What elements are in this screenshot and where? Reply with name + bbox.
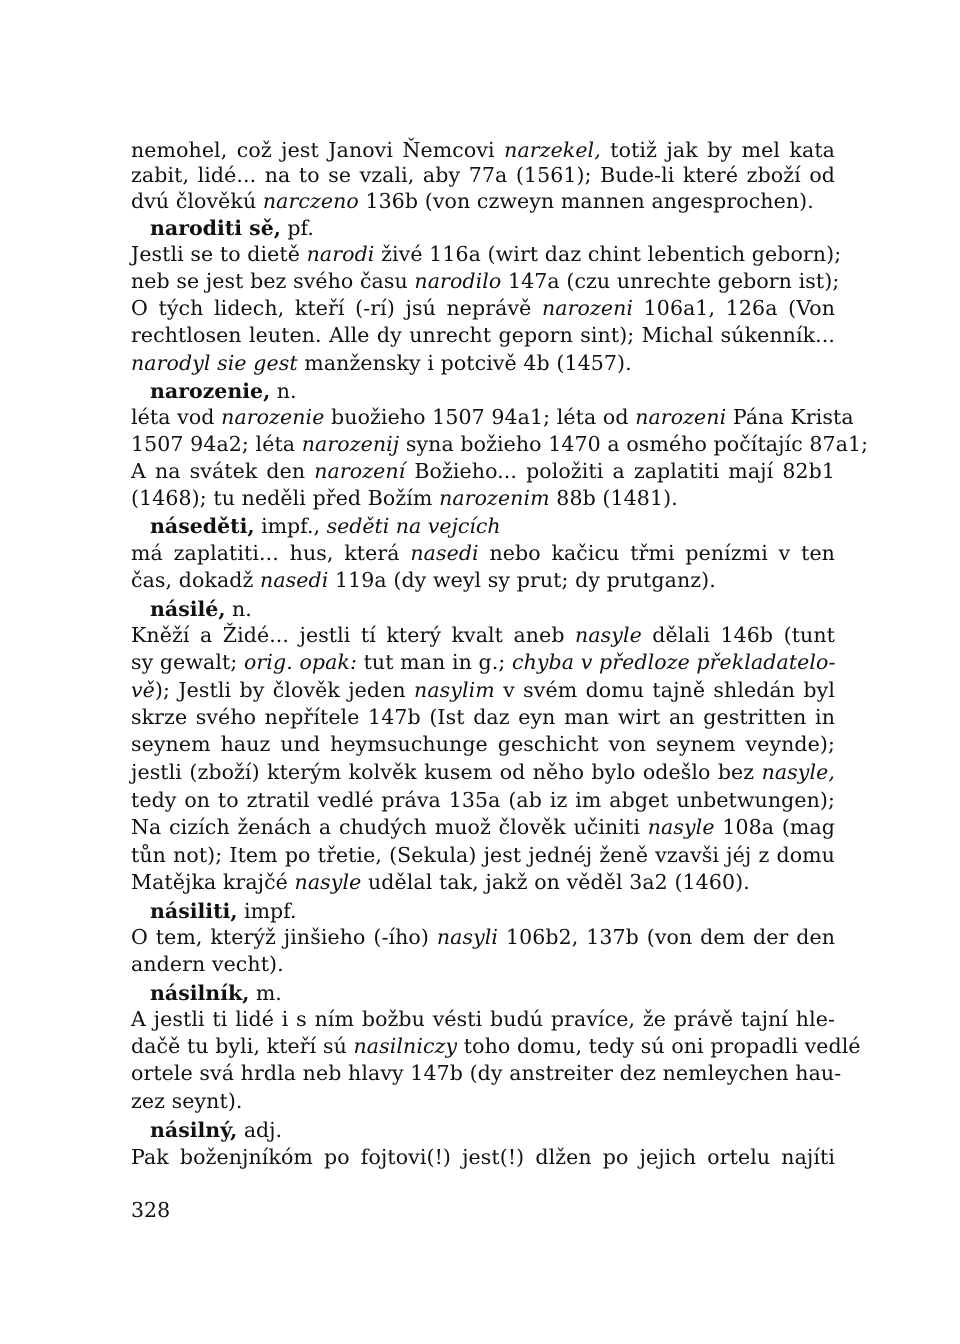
text-run: adj. [237,1118,283,1142]
text-line [131,951,835,978]
text-run: tedy on to ztratil vedlé práva 135a (ab iz im abget unbetwungen); [131,788,835,812]
text-line [131,162,835,189]
text-run: n. [270,379,297,403]
entry-headword-line [150,378,296,405]
text-run: (1468); tu neděli před Božím [131,486,440,510]
text-run: Jestli se to dietě [131,242,307,266]
text-line [131,567,835,594]
headword: násilé, [150,597,226,621]
text-run: 1507 94a2; léta [131,432,302,456]
text-line [131,1088,835,1115]
text-run: nebo kačicu třmi penízmi v ten [478,541,835,565]
text-run: A jestli ti lidé i s ním božbu vésti budú pravíce, že právě tajní hle- [131,1007,835,1031]
italic-term: nasedi [410,541,479,565]
italic-term: narozeni [542,296,634,320]
italic-term: nasyle [647,815,715,839]
text-run: 106b2, 137b (von dem der den [498,925,835,949]
text-run: m. [249,981,282,1005]
italic-term: nasyle [575,623,642,647]
entry-headword-line [150,513,501,540]
text-run: 147a (czu unrechte geborn ist); [501,269,840,293]
entry-headword-line [150,215,314,242]
entry-headword-line [150,596,252,623]
text-line [131,869,835,896]
entry-headword-line [150,980,282,1007]
text-run: zabit, lidé... na to se vzali, aby 77a (1561); Bude-li které zboží od [131,163,835,187]
text-line [131,1006,835,1033]
text-run: dvú člověkú [131,189,263,213]
text-line [131,322,835,349]
text-run: tut man in g.; [356,650,512,674]
text-run: Kněží a Židé... jestli tí který kvalt aneb [131,623,576,647]
italic-term: narozenie [221,405,325,429]
text-run: léta vod [131,405,222,429]
page-number: 328 [131,1198,171,1222]
text-run: impf., [254,514,327,538]
text-run: Pak boženjníkóm po fojtovi(!) jest(!) dlžen po jejich ortelu najíti [131,1145,835,1169]
italic-term: nasedi [260,568,329,592]
text-run: 88b (1481). [549,486,678,510]
text-line [131,458,835,485]
italic-term: nasyle [294,870,362,894]
text-line [131,924,835,951]
text-line [131,649,835,676]
text-run: 136b (von czweyn mannen angesprochen). [358,189,814,213]
text-run: skrze svého nepřítele 147b (Ist daz eyn man wirt an gestritten in [131,705,835,729]
text-run: syna božieho 1470 a osmého počítajíc 87a1; [399,432,869,456]
italic-term: narodi [306,242,375,266]
italic-term: narozenij [301,432,400,456]
text-run: buožieho 1507 94a1; léta od [324,405,636,429]
text-line [131,677,835,704]
text-run: seynem hauz und heymsuchunge geschicht von seynem veynde); [131,732,835,756]
text-run: v svém domu tajně shledán byl [494,678,835,702]
italic-term: narodyl sie gest [131,351,298,375]
headword: náseděti, [150,514,255,538]
text-line [131,485,835,512]
text-run: Pána Krista [726,405,854,429]
text-line [131,540,835,567]
italic-term: nasilniczy [353,1034,458,1058]
text-run: sy gewalt; [131,650,244,674]
text-run: udělal tak, jakž on věděl 3a2 (1460). [361,870,750,894]
headword: násilník, [150,981,250,1005]
italic-term: narozeni [635,405,727,429]
text-run: totiž jak by mel kata [600,138,835,162]
italic-term: narodilo [414,269,502,293]
headword: násilný, [150,1118,238,1142]
text-line [131,295,835,322]
italic-term: narozenim [439,486,550,510]
text-line [131,268,840,295]
text-run: n. [225,597,252,621]
italic-term: seděti na vejcích [326,514,501,538]
text-line [131,814,835,841]
italic-term: orig. [243,650,293,674]
italic-term: opak: [299,650,357,674]
text-line [131,759,835,786]
italic-term: nasylim [414,678,495,702]
italic-term: narzekel, [504,138,601,162]
italic-term: nasyle, [761,760,835,784]
text-run: rechtlosen leuten. Alle dy unrecht geporn sint); Michal súkenník... [131,323,835,347]
text-line [131,1060,842,1087]
text-run: živé 116a (wirt daz chint lebentich geborn); [374,242,842,266]
text-run: má zaplatiti... hus, která [131,541,411,565]
italic-term: nasyli [436,925,499,949]
text-line [131,188,835,215]
italic-term: chyba v předloze překladatelo- [511,650,836,674]
text-run: neb se jest bez svého času [131,269,415,293]
text-run: Na cizích ženách a chudých muož člověk učiniti [131,815,648,839]
text-run: O tem, kterýž jinšieho (-ího) [131,925,437,949]
text-line [131,137,835,164]
text-run: manžensky i potcivě 4b (1457). [297,351,632,375]
text-run: 106a1, 126a (Von [633,296,835,320]
entry-headword-line [150,1117,282,1144]
text-line [131,241,842,268]
entry-headword-line [150,898,297,925]
text-line [131,350,835,377]
text-line [131,842,835,869]
text-run: toho domu, tedy sú oni propadli vedlé [457,1034,861,1058]
text-run: dělali 146b (tunt [641,623,835,647]
text-run: andern vecht). [131,952,284,976]
text-line [131,622,835,649]
text-run: jestli (zboží) kterým kolvěk kusem od něho bylo odešlo bez [131,760,762,784]
text-line [131,1144,835,1171]
text-line [131,787,835,814]
headword: naroditi sě, [150,216,281,240]
text-run: A na svátek den [131,459,315,483]
text-line [131,431,869,458]
text-run: O tých lidech, kteří (-rí) jsú neprávě [131,296,542,320]
text-run: ); Jestli by člověk jeden [154,678,415,702]
text-run: Matějka krajčé [131,870,295,894]
text-line [131,731,835,758]
text-run: nemohel, což jest Janovi Ňemcovi [131,138,505,162]
text-run: ortele svá hrdla neb hlavy 147b (dy anstreiter dez nemleychen hau- [131,1061,842,1085]
text-line [131,704,835,731]
text-run: pf. [280,216,314,240]
text-run: 119a (dy weyl sy prut; dy prutganz). [328,568,716,592]
italic-term: narození [314,459,406,483]
italic-term: narczeno [262,189,359,213]
text-run: impf. [237,899,297,923]
headword: násiliti, [150,899,238,923]
text-run: tůn not); Item po třetie, (Sekula) jest jednéj ženě vzavši jéj z domu [131,843,835,867]
text-run: 108a (mag [714,815,836,839]
text-run: Božieho... položiti a zaplatiti mají 82b1 [405,459,835,483]
text-run: dačě tu byli, kteří sú [131,1034,354,1058]
text-line [131,1033,861,1060]
headword: narozenie, [150,379,271,403]
italic-term: vě [131,678,155,702]
text-run: čas, dokadž [131,568,261,592]
text-line [131,404,854,431]
text-run: zez seynt). [131,1089,243,1113]
